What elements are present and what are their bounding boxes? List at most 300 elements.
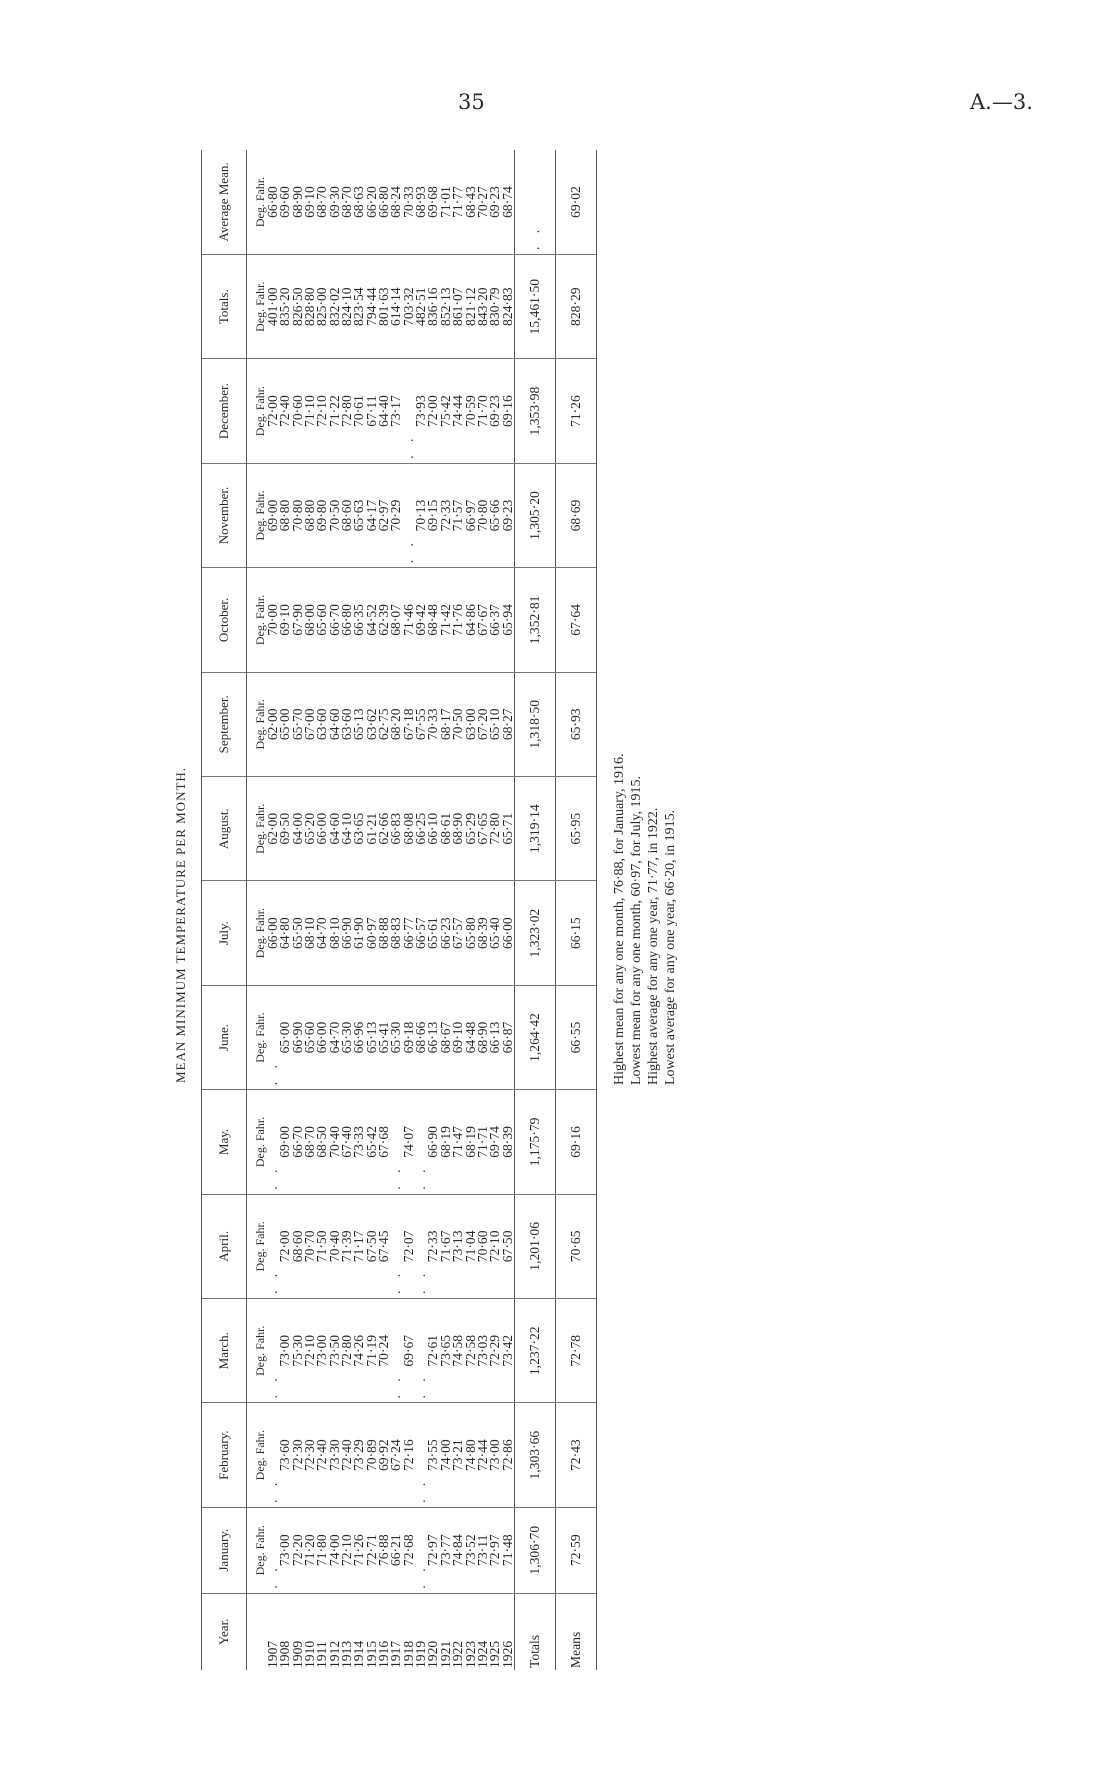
table-cell: 68·90	[292, 150, 304, 254]
table-cell: 69·16	[502, 359, 515, 463]
unit-label: Deg. Fahr.	[247, 1299, 268, 1403]
table-cell: 64·17	[366, 463, 378, 567]
total-cell: 1,352·81	[514, 568, 555, 672]
table-cell: 65·66	[489, 463, 501, 567]
table-cell: 65·41	[378, 985, 390, 1089]
table-cell: 73·60	[279, 1403, 291, 1507]
table-row	[502, 150, 515, 1670]
table-cell: 70·00	[267, 568, 279, 672]
table-cell: 67·20	[477, 672, 489, 776]
total-cell: 1,175·79	[514, 1090, 555, 1194]
year-cell: 1925	[487, 1640, 503, 1668]
year-cell: 1915	[363, 1640, 379, 1668]
empty-cell: . .	[267, 1403, 279, 1507]
year-cell: 1911	[314, 1641, 330, 1668]
unit-label: Deg. Fahr.	[247, 463, 268, 567]
table-cell: 65·71	[502, 777, 515, 881]
table-cell: 62·97	[378, 463, 390, 567]
table-cell: 68·63	[353, 150, 365, 254]
table-cell: 71·67	[440, 1194, 452, 1298]
unit-label: Deg. Fahr.	[247, 777, 268, 881]
unit-row	[247, 150, 268, 1670]
table-cell: 66·70	[292, 1090, 304, 1194]
table-cell: 72·30	[292, 1403, 304, 1507]
table-cell: 64·52	[366, 568, 378, 672]
table-cell: 72·10	[316, 359, 328, 463]
table-cell: 67·11	[366, 359, 378, 463]
table-cell: 75·42	[440, 359, 452, 463]
table-cell: 72·10	[489, 1194, 501, 1298]
empty-cell: . .	[267, 985, 279, 1089]
means-row	[555, 150, 596, 1670]
column-header: September.	[202, 672, 247, 776]
table-cell: 66·90	[341, 881, 353, 985]
year-cell: 1924	[474, 1640, 490, 1668]
table-cell: 68·39	[477, 881, 489, 985]
totals-row	[514, 150, 555, 1670]
table-cell: 66·97	[465, 463, 477, 567]
table-cell: 68·66	[415, 985, 427, 1089]
empty-cell: . .	[403, 463, 415, 567]
year-cell: 1923	[462, 1640, 478, 1668]
table-cell: 71·48	[502, 1507, 515, 1593]
table-cell: 70·80	[292, 463, 304, 567]
empty-cell: . .	[267, 1507, 279, 1593]
table-cell: 62·39	[378, 568, 390, 672]
table-cell: 72·20	[292, 1507, 304, 1593]
note-line: Highest mean for any one month, 76·88, for January, 1916.	[612, 753, 627, 1085]
empty-cell: . .	[403, 359, 415, 463]
table-cell: 65·60	[304, 985, 316, 1089]
table-cell: 64·10	[341, 777, 353, 881]
table-cell: 72·00	[427, 359, 439, 463]
table-cell: 68·67	[440, 985, 452, 1089]
table-cell: 63·00	[465, 672, 477, 776]
mean-cell: 67·64	[555, 568, 596, 672]
table-cell: 69·68	[427, 150, 439, 254]
table-cell: 74·00	[329, 1507, 341, 1593]
table-cell: 66·96	[353, 985, 365, 1089]
empty-cell: . .	[415, 1403, 427, 1507]
table-cell: 67·68	[378, 1090, 390, 1194]
table-cell: 66·13	[489, 985, 501, 1089]
empty-cell: . .	[267, 1299, 279, 1403]
empty-cell: . .	[415, 1507, 427, 1593]
table-cell: 68·10	[329, 881, 341, 985]
total-cell: 1,305·20	[514, 463, 555, 567]
table-cell: 70·40	[329, 1090, 341, 1194]
unit-label: Deg. Fahr.	[247, 254, 268, 358]
table-cell: 852·13	[440, 254, 452, 358]
table-cell: 65·00	[279, 672, 291, 776]
table-cell: 69·30	[329, 150, 341, 254]
table-cell: 68·10	[304, 881, 316, 985]
table-cell: 66·90	[292, 985, 304, 1089]
unit-label: Deg. Fahr.	[247, 672, 268, 776]
table-cell: 66·35	[353, 568, 365, 672]
table-cell: 69·10	[279, 568, 291, 672]
table-cell: 70·33	[403, 150, 415, 254]
table-cell: 821·12	[465, 254, 477, 358]
table-cell: 832·02	[329, 254, 341, 358]
table-cell: 614·14	[390, 254, 402, 358]
table-cell: 73·00	[316, 1299, 328, 1403]
header-row	[202, 150, 247, 1670]
table-cell: 71·70	[477, 359, 489, 463]
table-cell: 68·70	[304, 1090, 316, 1194]
table-cell: 69·00	[267, 463, 279, 567]
total-cell: 1,318·50	[514, 672, 555, 776]
table-cell: 67·50	[366, 1194, 378, 1298]
empty-cell: . .	[390, 1090, 402, 1194]
column-header: January.	[202, 1507, 247, 1593]
table-cell: 72·29	[489, 1299, 501, 1403]
unit-label: Deg. Fahr.	[247, 985, 268, 1089]
table-cell: 70·60	[477, 1194, 489, 1298]
table-cell: 825·00	[316, 254, 328, 358]
table-cell: 69·23	[489, 359, 501, 463]
table-cell: 828·80	[304, 254, 316, 358]
table-cell: 74·00	[440, 1403, 452, 1507]
table-cell: 68·60	[292, 1194, 304, 1298]
mean-cell: 69·02	[555, 150, 596, 254]
table-cell: 71·50	[316, 1194, 328, 1298]
table-cell: 73·33	[353, 1090, 365, 1194]
table-cell: 66·57	[415, 881, 427, 985]
table-cell: 70·89	[366, 1403, 378, 1507]
table-cell: 61·21	[366, 777, 378, 881]
column-header: October.	[202, 568, 247, 672]
table-cell: 72·33	[440, 463, 452, 567]
table-cell: 794·44	[366, 254, 378, 358]
unit-label: Deg. Fahr.	[247, 1507, 268, 1593]
table-cell: 73·77	[440, 1507, 452, 1593]
table-cell: 64·40	[378, 359, 390, 463]
table-cell: 72·61	[427, 1299, 439, 1403]
table-body	[247, 150, 597, 1670]
table-cell: 64·70	[329, 985, 341, 1089]
table-cell: 64·60	[329, 672, 341, 776]
table-cell: 73·11	[477, 1507, 489, 1593]
table-cell: 66·90	[427, 1090, 439, 1194]
table-cell: 74·44	[452, 359, 464, 463]
table-cell: 68·93	[415, 150, 427, 254]
unit-label: Deg. Fahr.	[247, 1403, 268, 1507]
table-cell: 73·00	[489, 1403, 501, 1507]
table-cell: 843·20	[477, 254, 489, 358]
table-cell: 70·59	[465, 359, 477, 463]
table-cell: 68·60	[341, 463, 353, 567]
mean-cell: 66·15	[555, 881, 596, 985]
table-cell: 72·71	[366, 1507, 378, 1593]
year-cell: 1920	[425, 1640, 441, 1668]
table-cell: 71·10	[304, 359, 316, 463]
table-cell: 830·79	[489, 254, 501, 358]
total-cell: 1,306·70	[514, 1507, 555, 1593]
table-cell: 70·24	[378, 1299, 390, 1403]
table-cell: 73·00	[279, 1507, 291, 1593]
table-cell: 72·40	[316, 1403, 328, 1507]
mean-cell: 828·29	[555, 254, 596, 358]
column-header: April.	[202, 1194, 247, 1298]
unit-label: Deg. Fahr.	[247, 1090, 268, 1194]
mean-cell: 68·69	[555, 463, 596, 567]
table-cell: 68·17	[440, 672, 452, 776]
table-cell: 401·00	[267, 254, 279, 358]
table-cell: 68·70	[341, 150, 353, 254]
table-cell: 72·16	[403, 1403, 415, 1507]
table-cell: 66·77	[403, 881, 415, 985]
table-cell	[247, 1593, 268, 1670]
column-header: December.	[202, 359, 247, 463]
table-cell: 72·44	[477, 1403, 489, 1507]
table-cell: 73·42	[502, 1299, 515, 1403]
table-cell: 64·86	[465, 568, 477, 672]
means-label: Means	[555, 1593, 596, 1670]
table-cell: 68·19	[440, 1090, 452, 1194]
table-cell: 69·74	[489, 1090, 501, 1194]
unit-label: Deg. Fahr.	[247, 568, 268, 672]
table-cell: 69·23	[489, 150, 501, 254]
mean-cell: 66·55	[555, 985, 596, 1089]
table-cell: 68·50	[316, 1090, 328, 1194]
note-line: Lowest average for any one year, 66·20, in 1915.	[663, 809, 678, 1085]
table-cell: 65·40	[489, 881, 501, 985]
table-cell: 66·21	[390, 1507, 402, 1593]
table-cell: 68·90	[452, 777, 464, 881]
table-cell: 60·97	[366, 881, 378, 985]
empty-cell: . .	[390, 1194, 402, 1298]
table-cell: 68·24	[390, 150, 402, 254]
table-cell: 68·80	[304, 463, 316, 567]
table-cell: 65·10	[489, 672, 501, 776]
year-cell: 1912	[326, 1640, 342, 1668]
mean-cell: 71·26	[555, 359, 596, 463]
table-cell: 63·60	[341, 672, 353, 776]
table-cell: 73·13	[452, 1194, 464, 1298]
rotated-table-page	[173, 145, 733, 1705]
table-cell: 69·23	[502, 463, 515, 567]
table-cell: 69·10	[452, 985, 464, 1089]
column-header: July.	[202, 881, 247, 985]
table-cell: 69·15	[427, 463, 439, 567]
temperature-table	[201, 150, 597, 1670]
table-cell: 65·50	[292, 881, 304, 985]
table-cell: 703·32	[403, 254, 415, 358]
table-cell: 72·10	[341, 1507, 353, 1593]
table-cell: 72·30	[304, 1403, 316, 1507]
table-cell: 67·55	[415, 672, 427, 776]
total-cell: 1,303·66	[514, 1403, 555, 1507]
table-cell: 67·40	[341, 1090, 353, 1194]
total-cell: 1,201·06	[514, 1194, 555, 1298]
mean-cell: 69·16	[555, 1090, 596, 1194]
table-cell: 75·30	[292, 1299, 304, 1403]
table-cell: 63·65	[353, 777, 365, 881]
table-cell: 65·63	[353, 463, 365, 567]
table-cell: 69·18	[403, 985, 415, 1089]
table-cell: 74·84	[452, 1507, 464, 1593]
table-row	[403, 150, 415, 1670]
table-cell: 66·70	[329, 568, 341, 672]
table-cell: 68·19	[465, 1090, 477, 1194]
table-cell: 67·18	[403, 672, 415, 776]
page-number: 35	[458, 90, 485, 114]
table-cell: 72·58	[465, 1299, 477, 1403]
table-title: MEAN MINIMUM TEMPERATURE PER MONTH.	[173, 766, 188, 1084]
table-cell: 73·55	[427, 1403, 439, 1507]
table-cell: 71·26	[353, 1507, 365, 1593]
table-cell: 70·70	[304, 1194, 316, 1298]
table-cell: 66·00	[502, 881, 515, 985]
empty-cell: . .	[415, 1090, 427, 1194]
table-cell: 65·94	[502, 568, 515, 672]
table-cell: 66·80	[267, 150, 279, 254]
total-cell: 1,353·98	[514, 359, 555, 463]
table-cell: 70·60	[292, 359, 304, 463]
year-cell: 1907	[265, 1640, 280, 1668]
mean-cell: 72·59	[555, 1507, 596, 1593]
total-cell: 1,237·22	[514, 1299, 555, 1403]
table-cell: 74·07	[403, 1090, 415, 1194]
table-cell: 65·30	[341, 985, 353, 1089]
table-cell: 73·50	[329, 1299, 341, 1403]
table-cell: 64·48	[465, 985, 477, 1089]
table-cell: 64·00	[292, 777, 304, 881]
table-cell: 824·10	[341, 254, 353, 358]
totals-label: Totals	[514, 1593, 555, 1670]
table-cell: 63·60	[316, 672, 328, 776]
table-cell: 70·33	[427, 672, 439, 776]
table-cell: 69·50	[279, 777, 291, 881]
table-cell: 71·19	[366, 1299, 378, 1403]
table-cell: 64·60	[329, 777, 341, 881]
year-cell: 1919	[413, 1640, 429, 1668]
table-cell: 65·70	[292, 672, 304, 776]
table-cell: 69·10	[304, 150, 316, 254]
year-cell: 1917	[388, 1640, 404, 1668]
table-cell: 66·20	[366, 150, 378, 254]
table-cell: 66·25	[415, 777, 427, 881]
table-cell: 70·80	[477, 463, 489, 567]
table-cell: 67·50	[502, 1194, 515, 1298]
mean-cell: 72·78	[555, 1299, 596, 1403]
table-cell: 66·13	[427, 985, 439, 1089]
table-cell: 72·40	[341, 1403, 353, 1507]
table-cell: 66·80	[341, 568, 353, 672]
table-cell: 69·42	[415, 568, 427, 672]
table-cell: 68·07	[390, 568, 402, 672]
empty-cell: . .	[415, 1194, 427, 1298]
page-reference: A.—3.	[970, 90, 1033, 114]
table-cell: 72·00	[267, 359, 279, 463]
table-cell: 67·67	[477, 568, 489, 672]
note-line: Lowest mean for any one month, 60·97, for July, 1915.	[629, 776, 644, 1085]
table-cell: 61·90	[353, 881, 365, 985]
table-cell: 824·83	[502, 254, 515, 358]
table-cell: 71·71	[477, 1090, 489, 1194]
table-cell: 72·68	[403, 1507, 415, 1593]
table-cell: 65·00	[279, 985, 291, 1089]
table-cell: 68·70	[316, 150, 328, 254]
table-cell: 69·00	[279, 1090, 291, 1194]
table-cell: 69·60	[279, 150, 291, 254]
table-cell: 68·61	[440, 777, 452, 881]
table-cell: 65·80	[465, 881, 477, 985]
total-cell: 15,461·50	[514, 254, 555, 358]
table-cell: 72·00	[279, 1194, 291, 1298]
table-cell: 65·42	[366, 1090, 378, 1194]
table-cell: 70·61	[353, 359, 365, 463]
table-cell: 801·63	[378, 254, 390, 358]
table-cell: 65·30	[390, 985, 402, 1089]
table-cell: 71·42	[440, 568, 452, 672]
table-cell: 65·60	[316, 568, 328, 672]
table-cell: 68·20	[390, 672, 402, 776]
table-cell: 66·23	[440, 881, 452, 985]
table-cell: 68·27	[502, 672, 515, 776]
year-cell: 1926	[499, 1640, 515, 1668]
table-cell: 67·65	[477, 777, 489, 881]
table-cell: 70·29	[390, 463, 402, 567]
table-cell: 73·93	[415, 359, 427, 463]
table-cell: 73·17	[390, 359, 402, 463]
table-cell: 62·75	[378, 672, 390, 776]
table-cell: 826·50	[292, 254, 304, 358]
year-cell: 1913	[339, 1640, 355, 1668]
table-cell: 66·37	[489, 568, 501, 672]
table-cell: 72·33	[427, 1194, 439, 1298]
table-cell: 65·61	[427, 881, 439, 985]
table-cell: 73·65	[440, 1299, 452, 1403]
table-cell: 70·27	[477, 150, 489, 254]
table-cell: 66·00	[316, 985, 328, 1089]
table-cell: 67·45	[378, 1194, 390, 1298]
table-cell: 62·00	[267, 777, 279, 881]
table-cell: 68·80	[279, 463, 291, 567]
table-cell: 68·00	[304, 568, 316, 672]
table-cell: 73·21	[452, 1403, 464, 1507]
year-cell: 1916	[376, 1640, 392, 1668]
column-header: June.	[202, 985, 247, 1089]
table-cell: 65·29	[465, 777, 477, 881]
table-cell: 71·77	[452, 150, 464, 254]
column-header: Year.	[202, 1593, 247, 1670]
table-cell: 71·01	[440, 150, 452, 254]
table-cell: 67·57	[452, 881, 464, 985]
table-cell: 71·39	[341, 1194, 353, 1298]
table-cell: 65·20	[304, 777, 316, 881]
table-cell: 72·97	[427, 1507, 439, 1593]
empty-cell: . .	[267, 1194, 279, 1298]
table-cell: 62·66	[378, 777, 390, 881]
table-cell: 72·80	[341, 1299, 353, 1403]
table-cell: 73·29	[353, 1403, 365, 1507]
table-cell: 72·80	[489, 777, 501, 881]
year-cell: 1908	[277, 1640, 293, 1668]
note-line: Highest average for any one year, 71·77, in 1922.	[646, 807, 661, 1085]
table-cell: 68·08	[403, 777, 415, 881]
unit-label: Deg. Fahr.	[247, 150, 268, 254]
table-cell: 62·00	[267, 672, 279, 776]
table-cell: 65·13	[366, 985, 378, 1089]
mean-cell: 70·65	[555, 1194, 596, 1298]
empty-cell: . .	[514, 150, 555, 254]
mean-cell: 65·93	[555, 672, 596, 776]
column-header: March.	[202, 1299, 247, 1403]
empty-cell: . .	[390, 1299, 402, 1403]
table-cell: 68·90	[477, 985, 489, 1089]
